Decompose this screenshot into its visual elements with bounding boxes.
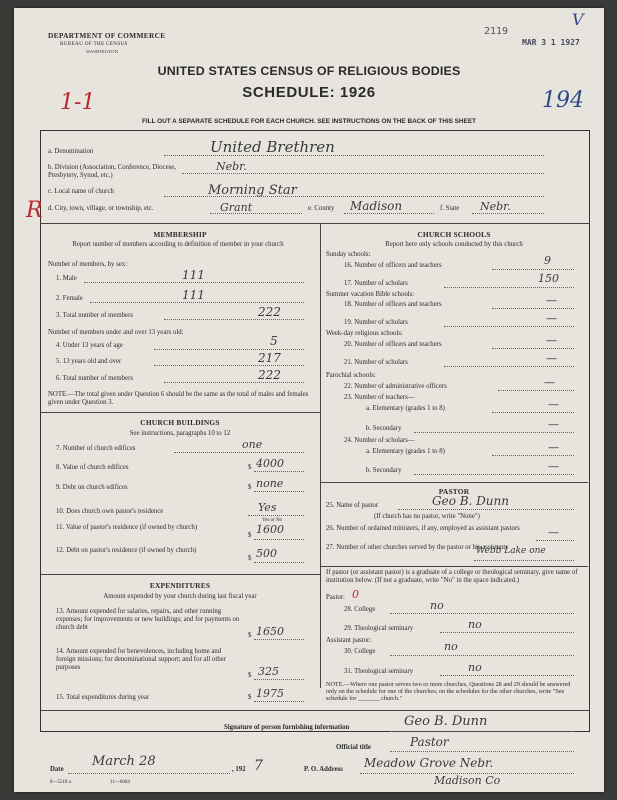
q14-dollar: $ [248, 672, 252, 679]
q26-label: 26. Number of ordained ministers, if any, employed as assistant pastors [326, 525, 520, 532]
po-address-label: P. O. Address [304, 766, 343, 773]
q4-line [154, 349, 304, 350]
year-prefix: , 192 [232, 766, 246, 773]
q20-value: — [546, 334, 557, 347]
expenditures-sub: Amount expended by your church during last fiscal year [103, 593, 257, 600]
division-value: Nebr. [216, 160, 247, 173]
check-mark: V [572, 10, 584, 29]
form-title: UNITED STATES CENSUS OF RELIGIOUS BODIES [157, 64, 461, 78]
q30-line [390, 655, 574, 656]
county-line [344, 213, 434, 214]
divider-pastor [320, 482, 588, 483]
q15-line [254, 701, 304, 702]
schedule-year: SCHEDULE: 1926 [242, 84, 376, 101]
expenditures-heading: EXPENDITURES [149, 581, 211, 590]
q11-label: 11. Value of pastor's residence (if owned by church) [56, 524, 198, 531]
left-code-handwritten: 1-1 [60, 90, 96, 115]
q18-label: 18. Number of officers and teachers [344, 301, 442, 308]
q3-line [164, 319, 304, 320]
q30-label: 30. College [344, 648, 376, 655]
q27-line [474, 560, 574, 561]
q4-value: 5 [270, 334, 278, 348]
division-line [182, 173, 544, 174]
official-title-line [390, 751, 574, 752]
q7-line [174, 452, 304, 453]
city-name: WASHINGTON [86, 49, 119, 54]
q18-line [492, 308, 574, 309]
date-label: Date [50, 766, 64, 773]
q13-line [254, 639, 304, 640]
q13-label: 13. Amount expended for salaries, repairs, and other running expenses; for improvements or new buildings; and for payments on church debt [56, 608, 240, 631]
q12-dollar: $ [248, 555, 252, 562]
q5-value: 217 [258, 351, 281, 365]
q23a-line [492, 412, 574, 413]
q22-label: 22. Number of administrative officers [344, 383, 447, 390]
q15-dollar: $ [248, 694, 252, 701]
membership-heading: MEMBERSHIP [153, 230, 207, 239]
column-divider [320, 223, 321, 688]
q17-line [444, 287, 574, 288]
membership-intro: Report number of members according to definition of member in your church [72, 241, 284, 248]
yes-no-hint: Yes or No [262, 518, 283, 523]
q21-line [444, 366, 574, 367]
q10-label: 10. Does church own pastor's residence [56, 508, 164, 515]
q15-label: 15. Total expenditures during year [56, 694, 150, 701]
denomination-value: United Brethren [210, 138, 335, 156]
signature-value: Geo B. Dunn [404, 714, 488, 729]
po-address-extra: Madison Co [434, 774, 501, 787]
q27-value: Webb Lake one [476, 546, 546, 556]
q4-label: 4. Under 13 years of age [56, 342, 123, 349]
q24b-label: b. Secondary [366, 467, 402, 474]
members-by-sex-label: Number of members, by sex: [48, 261, 128, 268]
q28-label: 28. College [344, 606, 376, 613]
q5-label: 5. 13 years old and over [56, 358, 122, 365]
q26-value: — [548, 526, 559, 539]
weekday-label: Week-day religious schools: [326, 330, 403, 337]
q1-value: 111 [182, 268, 205, 282]
census-schedule-sheet [14, 8, 604, 792]
right-code-handwritten: 194 [542, 88, 584, 113]
q24b-line [414, 474, 574, 475]
q20-label: 20. Number of officers and teachers [344, 341, 442, 348]
denomination-label: a. Denomination [48, 148, 94, 155]
q19-label: 19. Number of scholars [344, 319, 408, 326]
bureau-name: BUREAU OF THE CENSUS [60, 41, 128, 47]
q29-value: no [468, 618, 482, 631]
membership-note: NOTE.—The total given under Question 6 should be the same as the total of males and females given under Question 3. [48, 391, 309, 406]
date-line [68, 773, 230, 774]
vacation-label: Summer vacation Bible schools: [326, 291, 415, 298]
po-address-value: Meadow Grove Nebr. [364, 756, 494, 770]
q23-label: 23. Number of teachers— [344, 394, 415, 401]
q12-line [254, 562, 304, 563]
county-value: Madison [350, 199, 403, 213]
state-line [472, 213, 544, 214]
q13-value: 1650 [256, 625, 284, 638]
q24a-line [492, 455, 574, 456]
q25-label: 25. Name of pastor [326, 502, 379, 509]
q7-label: 7. Number of church edifices [56, 445, 136, 452]
sunday-label: Sunday schools: [326, 251, 371, 258]
q14-value: 325 [258, 665, 279, 678]
q10-line [248, 515, 304, 516]
q29-line [440, 632, 574, 633]
q6-value: 222 [258, 368, 281, 382]
q27-label: 27. Number of other churches served by the pastor or his assistants [326, 544, 508, 551]
q6-line [164, 382, 304, 383]
q8-value: 4000 [256, 457, 284, 470]
q5-line [154, 365, 304, 366]
division-label: b. Division (Association, Conference, Diocese, Presbytery, Synod, etc.) [48, 164, 176, 179]
form-code: 8—5518 a [50, 780, 71, 785]
received-date-stamp: MAR 3 1 1927 [522, 38, 580, 47]
official-title-label: Official title [336, 744, 371, 751]
q19-line [444, 326, 574, 327]
q9-value: none [256, 477, 284, 490]
q20-line [492, 348, 574, 349]
q7-value: one [242, 438, 263, 451]
dept-name: DEPARTMENT OF COMMERCE [48, 31, 166, 40]
divider-grad [320, 566, 588, 567]
q25-value: Geo B. Dunn [432, 494, 509, 508]
pastor-mark: 0 [352, 588, 359, 601]
q10-value: Yes [258, 501, 277, 514]
state-value: Nebr. [480, 200, 511, 213]
schools-sub: Report here only schools conducted by this church [385, 241, 523, 248]
q25-line [398, 509, 574, 510]
stamp-number: 2119 [484, 26, 509, 37]
q9-label: 9. Debt on church edifices [56, 484, 128, 491]
q2-label: 2. Female [56, 295, 83, 302]
q30-value: no [444, 640, 458, 653]
q1-label: 1. Male [56, 275, 77, 282]
buildings-sub: See instructions, paragraphs 10 to 12 [129, 430, 231, 437]
instruction-line: FILL OUT A SEPARATE SCHEDULE FOR EACH CHURCH. SEE INSTRUCTIONS ON THE BACK OF THIS SHEET [142, 118, 476, 125]
q24-label: 24. Number of scholars— [344, 437, 415, 444]
asst-pastor-label: Assistant pastor: [326, 637, 372, 644]
date-value: March 28 [92, 754, 156, 769]
q11-line [254, 539, 304, 540]
q31-line [440, 675, 574, 676]
q17-label: 17. Number of scholars [344, 280, 408, 287]
q9-dollar: $ [248, 484, 252, 491]
q25-note: (If church has no pastor, write "None") [374, 513, 480, 520]
signature-label: Signature of person furnishing information [224, 724, 350, 731]
pastor-sub-label: Pastor: [326, 594, 345, 601]
q8-line [254, 471, 304, 472]
grad-note: If pastor (or assistant pastor) is a graduate of a college or theological seminary, give name of institution below. (If not a graduate, write "No" in the space indicated.) [326, 569, 578, 584]
local-name-label: c. Local name of church [48, 188, 114, 195]
pastor-heading: PASTOR [438, 487, 470, 496]
pastor-note: NOTE.—Where one pastor serves two or more churches, Questions 28 and 29 should be answered only on the schedule for one of the churches; on the schedules for the other churches, write "See schedule for _______ church." [326, 681, 571, 702]
q9-line [254, 491, 304, 492]
q3-label: 3. Total number of members [56, 312, 133, 319]
county-label: e. County [308, 205, 335, 212]
q6-label: 6. Total number of members [56, 375, 133, 382]
q22-line [498, 390, 574, 391]
age-intro-label: Number of members under and over 13 years old: [48, 329, 184, 336]
q28-value: no [430, 599, 444, 612]
q28-line [390, 613, 574, 614]
divider-buildings [40, 412, 320, 413]
q8-label: 8. Value of church edifices [56, 464, 129, 471]
q18-value: — [546, 294, 557, 307]
q26-line [536, 540, 574, 541]
q16-line [492, 269, 574, 270]
q24b-value: — [548, 460, 559, 473]
divider-expenditures [40, 574, 320, 575]
q16-label: 16. Number of officers and teachers [344, 262, 442, 269]
q24a-label: a. Elementary (grades 1 to 8) [366, 448, 445, 455]
q29-label: 29. Theological seminary [344, 625, 414, 632]
divider-footer [40, 710, 590, 711]
q23b-label: b. Secondary [366, 425, 402, 432]
q12-label: 12. Debt on pastor's residence (if owned by church) [56, 547, 197, 554]
margin-r-handwritten: R [26, 198, 43, 223]
year-digit: 7 [254, 758, 263, 774]
buildings-heading: CHURCH BUILDINGS [140, 418, 220, 427]
parochial-label: Parochial schools: [326, 372, 376, 379]
city-value: Grant [220, 201, 253, 214]
q2-value: 111 [182, 288, 205, 302]
q23b-value: — [548, 418, 559, 431]
q13-dollar: $ [248, 632, 252, 639]
local-name-value: Morning Star [208, 183, 297, 198]
q12-value: 500 [256, 547, 277, 560]
q21-value: — [546, 352, 557, 365]
q23a-label: a. Elementary (grades 1 to 8) [366, 405, 445, 412]
q23b-line [414, 432, 574, 433]
q11-dollar: $ [248, 532, 252, 539]
q15-value: 1975 [256, 687, 284, 700]
divider-top [40, 223, 590, 224]
q2-line [90, 302, 304, 303]
schools-heading: CHURCH SCHOOLS [417, 230, 491, 239]
official-title-value: Pastor [410, 735, 449, 749]
city-label: d. City, town, village, or township, etc. [48, 205, 154, 212]
q1-line [84, 282, 304, 283]
q16-value: 9 [544, 254, 551, 267]
q14-label: 14. Amount expended for benevolences, including home and foreign missions; for denominational support; and for all other purposes [56, 648, 226, 671]
form-code-2: 11—6064 [110, 780, 130, 785]
q23a-value: — [548, 398, 559, 411]
state-label: f. State [440, 205, 460, 212]
q3-value: 222 [258, 305, 281, 319]
q8-dollar: $ [248, 464, 252, 471]
q31-value: no [468, 661, 482, 674]
q21-label: 21. Number of scholars [344, 359, 408, 366]
q11-value: 1600 [256, 523, 284, 536]
signature-line [390, 731, 574, 732]
q14-line [254, 679, 304, 680]
q22-value: — [544, 376, 555, 389]
q31-label: 31. Theological seminary [344, 668, 414, 675]
q17-value: 150 [538, 272, 559, 285]
q24a-value: — [548, 441, 559, 454]
q19-value: — [546, 312, 557, 325]
